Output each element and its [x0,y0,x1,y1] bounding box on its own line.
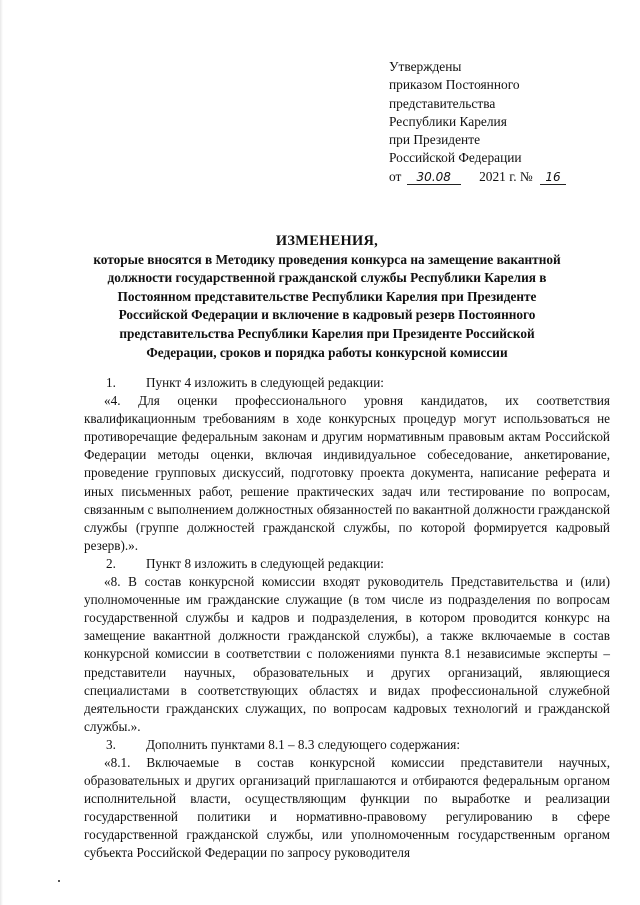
approval-line: Республики Карелия [389,113,507,129]
title-heading: ИЗМЕНЕНИЯ, [275,233,379,249]
title-line: должности государственной гражданской службы Республики Карелия в [107,270,547,286]
title-line: Федерации, сроков и порядка работы конкурсной комиссии [146,344,508,360]
handwritten-date: 30.08 [407,170,461,185]
item-text: Дополнить пунктами 8.1 – 8.3 следующего содержания: [146,736,460,752]
title-line: Российской Федерации и включение в кадровый резерв Постоянного [118,307,536,323]
scan-edge [0,0,3,905]
list-item-3 [84,736,610,754]
year-label: 2021 г. № [479,168,533,184]
title-line: Постоянном представительстве Республики Карелия при Президенте [117,288,537,304]
list-item-2 [84,555,610,573]
item-text: Пункт 8 изложить в следующей редакции: [146,555,384,571]
approval-date-line [389,168,629,186]
approval-block [389,58,629,186]
paragraph-8: «8. В состав конкурсной комиссии входят руководитель Представительства и (или) уполномоченные им гражданские служащие (в том числе из подразделения по вопросам государственной службы и кадров и подразделения, в котором проводится конкурс на замещение вакантной должности гражданской службы), а также включаемые в состав конкурсной комиссии в соответствии с положениями пункта 8.1 независимые эксперты – представители научных, образовательных и других организаций, являющиеся специалистами в соответствующих областях и видах профессиональной служебной деятельности гражданских служащих, по вопросам кадровых технологий и гражданской службы.». [84,574,610,734]
item-number: 3. [106,736,116,752]
handwritten-order-number: 16 [540,170,566,185]
document-body [84,374,610,863]
approval-line: представительства [389,95,496,111]
list-item-1 [84,374,610,392]
approval-line: приказом Постоянного [389,77,520,93]
approval-line: при Президенте [389,132,481,148]
approval-line: Российской Федерации [389,150,522,166]
item-number: 1. [106,375,116,390]
item-text: Пункт 4 изложить в следующей редакции: [146,375,384,390]
paragraph-8-1: «8.1. Включаемые в состав конкурсной комиссии представители научных, образовательных и других организаций приглашаются и отбираются федеральным органом исполнительной власти, осуществляющим функции по выработке и реализации государственной политики и нормативно-правовому регулированию в сфере государственной гражданской службы, или уполномоченным государственным органом субъекта Российской Федерации по запросу руководителя [84,754,610,861]
title-line: представительства Республики Карелия при Президенте Российской [119,325,535,341]
scan-dot [58,880,60,882]
paragraph-4: «4. Для оценки профессионального уровня кандидатов, их соответствия квалификационным требованиям в ходе конкурсных процедур могут использоваться не противоречащие федеральным законам и другим нормативным правовым актам Российской Федерации методы оценки, включая индивидуальное собеседование, анкетирование, проведение групповых дискуссий, подготовку проекта документа, написание реферата и иных письменных работ, решение практических задач или тестирование по вопросам, связанным с выполнением должностных обязанностей по вакантной должности гражданской службы (группе должностей гражданской службы, по которой формируется кадровый резерв).». [84,393,610,553]
title-line: которые вносятся в Методику проведения конкурса на замещение вакантной [93,251,561,267]
document-title [34,232,620,362]
date-prefix: от [389,168,402,184]
item-number: 2. [106,555,116,571]
approval-line: Утверждены [389,59,462,74]
